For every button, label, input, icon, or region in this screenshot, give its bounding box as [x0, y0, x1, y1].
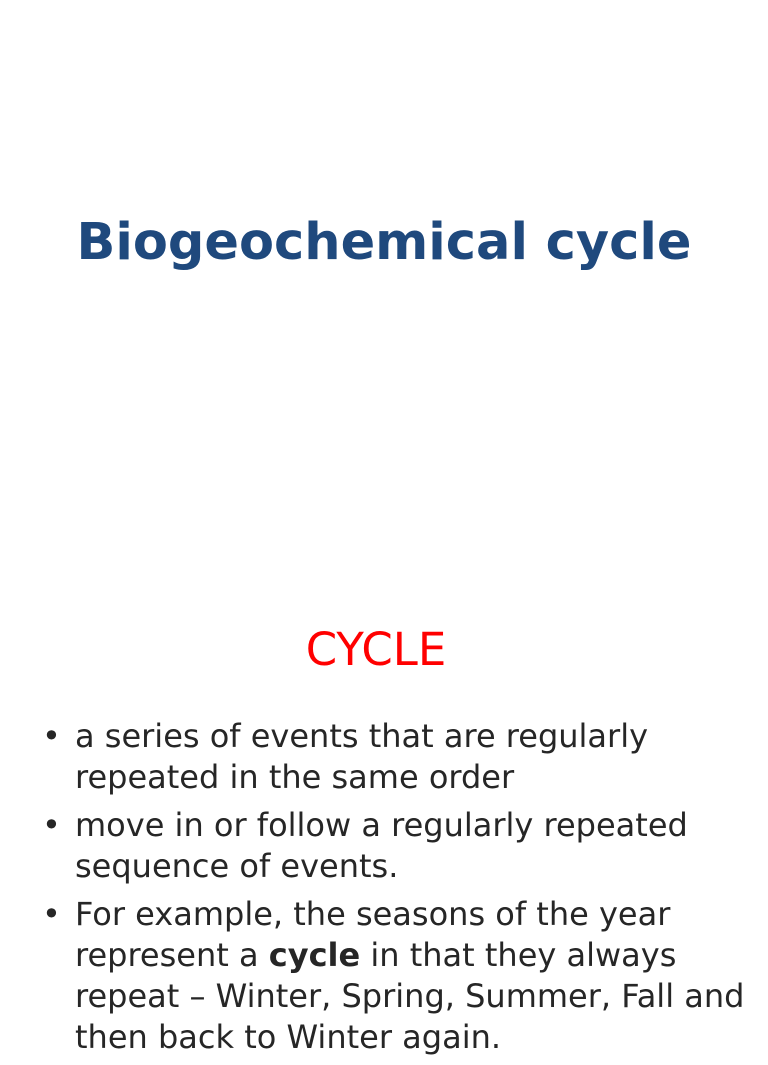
bullet-text-bold: cycle [268, 936, 361, 974]
bullet-item-2 [0, 805, 768, 887]
bullet-icon: • [42, 895, 61, 933]
bullet-text-before: For example, the seasons of the year represent a [75, 895, 671, 974]
bullet-item-1 [0, 716, 768, 798]
bullet-icon: • [42, 806, 61, 844]
bullet-icon: • [42, 717, 61, 755]
section-heading: CYCLE [305, 623, 447, 676]
bullet-text [75, 895, 744, 1056]
bullet-list [0, 716, 768, 1065]
bullet-item-3 [0, 894, 768, 1058]
bullet-text-after: in that they always repeat – Winter, Spring, Summer, Fall and then back to Winter again. [75, 936, 745, 1056]
bullet-text: a series of events that are regularly repeated in the same order [75, 717, 649, 796]
bullet-text: move in or follow a regularly repeated sequence of events. [75, 806, 688, 885]
slide-title: Biogeochemical cycle [76, 213, 692, 272]
